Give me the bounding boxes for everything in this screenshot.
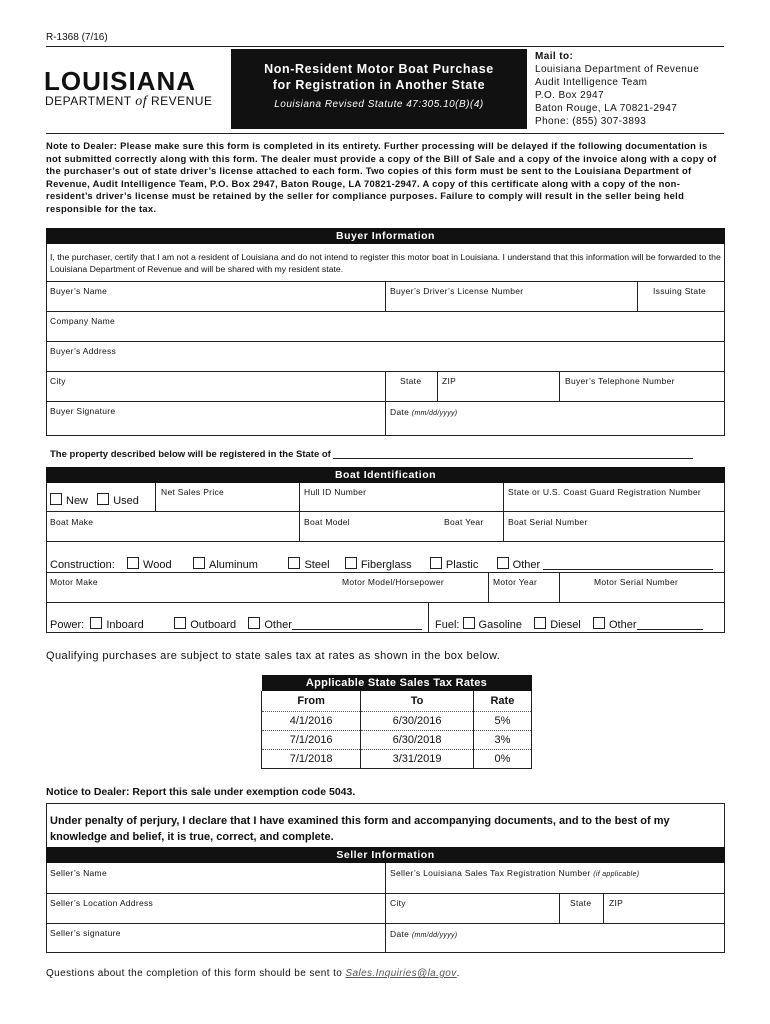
used-checkbox[interactable] [97, 493, 109, 505]
hull-id-field[interactable]: Hull ID Number [304, 487, 367, 497]
steel-label: Steel [304, 559, 330, 571]
construction-row [50, 557, 713, 571]
buyer-col-rule [385, 401, 386, 436]
rate-value-cell: 0% [473, 750, 531, 769]
logo-revenue-word: REVENUE [150, 94, 213, 108]
buyer-col-rule [437, 371, 438, 401]
buyer-state-field[interactable]: State [400, 376, 422, 386]
dealer-note: Note to Dealer: Please make sure this form is completed in its entirety. Further processing will be delayed if the following documentation is not submitted correctly along with this form. The dealer must provide a copy of the Bill of Sale and a copy of the invoice along with a copy of the purchaser’s out of state driver’s license attached to each form. Two copies of this form must be sent to the Louisiana Department of Revenue, Audit Intelligence Team, P.O. Box 2947, Baton Rouge, LA 70821-2947. A copy of this certificate along with a copy of the non-resident’s driver’s license must be retained by the seller for compliance purposes. Failure to comply will result in the seller being held responsible for the tax. [46, 140, 717, 214]
logo-of-word: of [135, 94, 148, 109]
seller-tax-reg-label: Seller’s Louisiana Sales Tax Registration Number [390, 868, 591, 878]
registration-state-text: The property described below will be registered in the State of [50, 449, 331, 460]
power-other-checkbox[interactable] [248, 617, 260, 629]
mail-line: Louisiana Department of Revenue [535, 64, 700, 75]
title-line-1: Non-Resident Motor Boat Purchase [264, 62, 494, 76]
company-name-field[interactable]: Company Name [50, 316, 116, 326]
seller-col-rule [603, 893, 604, 923]
seller-col-rule [385, 863, 386, 893]
fuel-row [435, 617, 703, 631]
fiberglass-checkbox[interactable] [345, 557, 357, 569]
registration-number-field[interactable]: State or U.S. Coast Guard Registration Number [508, 487, 702, 497]
fuel-other-checkbox[interactable] [593, 617, 605, 629]
buyer-col-rule [559, 371, 560, 401]
buyer-certification: I, the purchaser, certify that I am not a resident of Louisiana and do not intend to register this motor boat in Louisiana. I understand that this information will be forwarded to the Louisiana Department of Revenue and will be shared with my resident state. [50, 252, 721, 274]
form-title-box [231, 49, 527, 129]
plastic-checkbox[interactable] [430, 557, 442, 569]
seller-zip-field[interactable]: ZIP [609, 898, 624, 908]
boat-make-field[interactable]: Boat Make [50, 517, 94, 527]
seller-city-field[interactable]: City [390, 898, 406, 908]
motor-serial-field[interactable]: Motor Serial Number [594, 577, 679, 587]
header-rule [46, 46, 724, 47]
power-row [50, 617, 422, 631]
used-label: Used [113, 495, 139, 507]
seller-state-field[interactable]: State [570, 898, 592, 908]
outboard-checkbox[interactable] [174, 617, 186, 629]
mail-line: P.O. Box 2947 [535, 90, 604, 101]
motor-year-field[interactable]: Motor Year [493, 577, 538, 587]
rate-from-cell: 7/1/2016 [262, 731, 361, 750]
logo-department [45, 94, 212, 110]
col-to: To [361, 691, 474, 712]
fuel-other-input[interactable] [637, 618, 703, 630]
buyer-date-field[interactable] [390, 407, 457, 417]
buyer-zip-field[interactable]: ZIP [442, 376, 457, 386]
boat-row-rule [46, 511, 725, 512]
rate-value-cell: 5% [473, 712, 531, 731]
seller-section-title: Seller Information [46, 847, 725, 863]
buyer-col-rule [637, 281, 638, 311]
construction-label: Construction: [50, 559, 115, 571]
footer-period: . [456, 968, 460, 979]
boat-row-rule [46, 602, 725, 603]
rate-from-cell: 4/1/2016 [262, 712, 361, 731]
boat-section-title: Boat Identification [46, 467, 725, 483]
wood-checkbox[interactable] [127, 557, 139, 569]
fiberglass-label: Fiberglass [360, 559, 412, 571]
tax-rates-table [261, 675, 532, 769]
net-sales-price-field[interactable]: Net Sales Price [161, 487, 225, 497]
buyer-signature-field[interactable]: Buyer Signature [50, 406, 116, 416]
diesel-checkbox[interactable] [534, 617, 546, 629]
motor-make-field[interactable]: Motor Make [50, 577, 98, 587]
seller-signature-field[interactable]: Seller’s signature [50, 928, 121, 938]
plastic-label: Plastic [445, 559, 479, 571]
buyer-row-rule [46, 341, 725, 342]
steel-checkbox[interactable] [288, 557, 300, 569]
outboard-label: Outboard [190, 619, 237, 631]
mail-line: Baton Rouge, LA 70821-2947 [535, 103, 678, 114]
buyer-date-format: (mm/dd/yyyy) [411, 410, 458, 417]
rate-to-cell: 6/30/2016 [361, 712, 474, 731]
inboard-checkbox[interactable] [90, 617, 102, 629]
buyer-phone-field[interactable]: Buyer’s Telephone Number [565, 376, 675, 386]
seller-date-field[interactable] [390, 929, 457, 939]
power-other-label: Other [264, 619, 292, 631]
boat-row-rule [46, 572, 725, 573]
mail-to-address [535, 50, 699, 128]
support-email-link[interactable]: Sales.Inquiries@la.gov [345, 968, 457, 979]
statute-reference: Louisiana Revised Statute 47:305.10(B)(4) [274, 99, 484, 110]
seller-name-field[interactable]: Seller’s Name [50, 868, 107, 878]
rate-to-cell: 3/31/2019 [361, 750, 474, 769]
registration-state-line[interactable] [50, 447, 693, 460]
seller-col-rule [559, 893, 560, 923]
boat-col-rule [503, 511, 504, 541]
exemption-notice: Notice to Dealer: Report this sale under exemption code 5043. [46, 786, 356, 798]
buyer-col-rule [385, 281, 386, 311]
header-bottom-rule [46, 133, 724, 134]
seller-tax-reg-field[interactable] [390, 868, 639, 878]
col-from: From [262, 691, 361, 712]
power-label: Power: [50, 619, 85, 631]
buyer-date-label: Date [390, 407, 410, 417]
tax-rates-title: Applicable State Sales Tax Rates [262, 675, 532, 691]
boat-col-rule [428, 602, 429, 633]
gasoline-checkbox[interactable] [463, 617, 475, 629]
boat-col-rule [503, 483, 504, 511]
seller-col-rule [385, 923, 386, 953]
seller-col-rule [385, 893, 386, 923]
power-other-input[interactable] [292, 618, 422, 630]
buyer-city-field[interactable]: City [50, 376, 66, 386]
title-line-2: for Registration in Another State [272, 78, 486, 92]
buyer-section-title: Buyer Information [46, 228, 725, 244]
construction-other-label: Other [512, 559, 541, 571]
rate-value-cell: 3% [473, 731, 531, 750]
seller-address-field[interactable]: Seller’s Location Address [50, 898, 154, 908]
construction-other-input[interactable] [543, 558, 713, 570]
boat-col-rule [299, 511, 300, 541]
buyer-license-field[interactable]: Buyer’s Driver’s License Number [390, 286, 524, 296]
new-checkbox[interactable] [50, 493, 62, 505]
mail-line: Phone: (855) 307-3893 [535, 116, 647, 127]
fuel-label: Fuel: [435, 619, 460, 631]
condition-options [50, 493, 139, 507]
form-number: R-1368 (7/16) [46, 32, 108, 43]
aluminum-label: Aluminum [209, 559, 258, 571]
rate-to-cell: 6/30/2018 [361, 731, 474, 750]
registration-state-input[interactable] [333, 447, 693, 459]
construction-other-checkbox[interactable] [497, 557, 509, 569]
boat-model-field[interactable]: Boat Model [304, 517, 350, 527]
boat-year-field[interactable]: Boat Year [444, 517, 484, 527]
seller-date-label: Date [390, 929, 410, 939]
buyer-col-rule [385, 371, 386, 401]
seller-date-format: (mm/dd/yyyy) [411, 932, 458, 939]
perjury-declaration: Under penalty of perjury, I declare that I have examined this form and accompanying documents, and to the best of my knowledge and belief, it is true, correct, and complete. [50, 815, 670, 843]
mail-line: Audit Intelligence Team [535, 77, 648, 88]
footer-questions [46, 968, 460, 979]
new-label: New [66, 495, 89, 507]
logo-louisiana: LOUISIANA [44, 66, 196, 96]
boat-row-rule [46, 541, 725, 542]
diesel-label: Diesel [550, 619, 581, 631]
rate-from-cell: 7/1/2018 [262, 750, 361, 769]
boat-col-rule [559, 572, 560, 602]
motor-model-field[interactable]: Motor Model/Horsepower [342, 577, 445, 587]
form-title [231, 61, 527, 93]
buyer-row-rule [46, 311, 725, 312]
logo-dept-word: DEPARTMENT [45, 94, 132, 108]
wood-label: Wood [143, 559, 172, 571]
issuing-state-field[interactable]: Issuing State [653, 286, 707, 296]
fuel-other-label: Other [609, 619, 637, 631]
qualifying-statement: Qualifying purchases are subject to state sales tax at rates as shown in the box below. [46, 650, 501, 662]
aluminum-checkbox[interactable] [193, 557, 205, 569]
col-rate: Rate [473, 691, 531, 712]
footer-text: Questions about the completion of this form should be sent to [46, 968, 343, 979]
boat-col-rule [488, 572, 489, 602]
gasoline-label: Gasoline [478, 619, 522, 631]
buyer-address-field[interactable]: Buyer’s Address [50, 346, 117, 356]
buyer-name-field[interactable]: Buyer’s Name [50, 286, 108, 296]
boat-col-rule [299, 483, 300, 511]
mail-to-label: Mail to: [535, 51, 574, 62]
boat-col-rule [155, 483, 156, 511]
inboard-label: Inboard [106, 619, 144, 631]
boat-serial-field[interactable]: Boat Serial Number [508, 517, 588, 527]
seller-tax-reg-note: (if applicable) [593, 871, 640, 878]
